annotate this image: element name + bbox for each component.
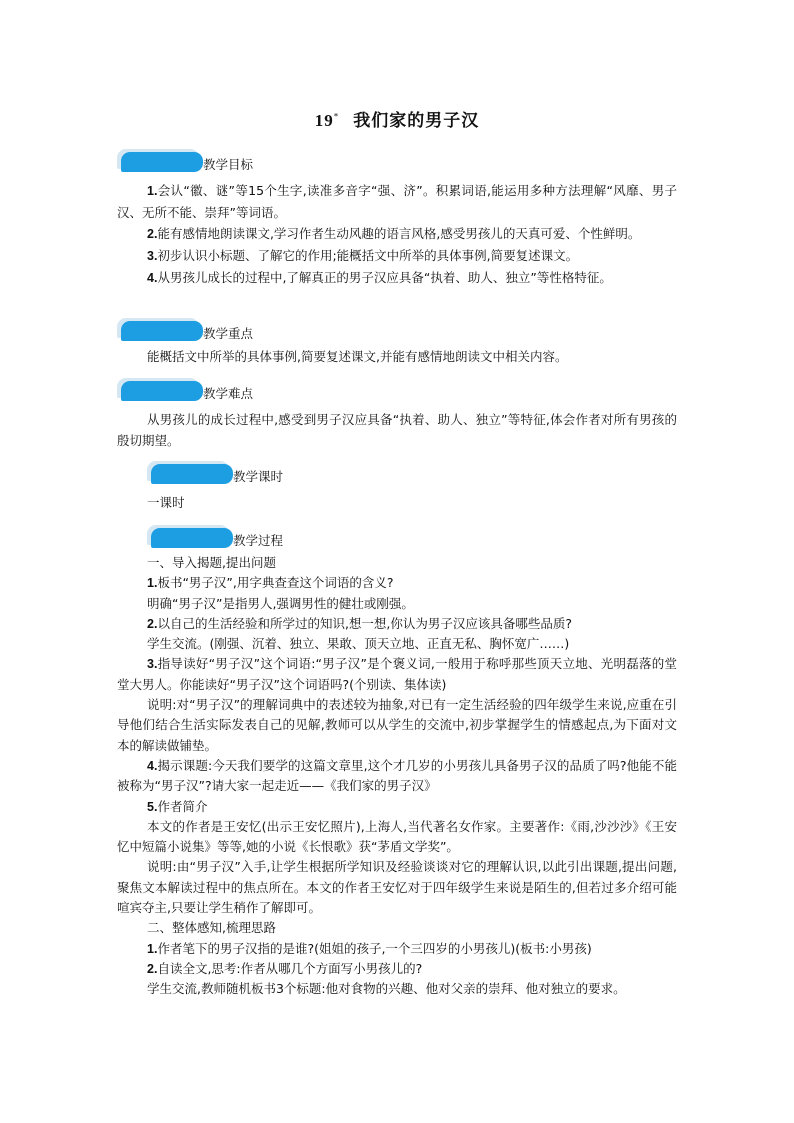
paragraph: 一课时 bbox=[147, 495, 185, 510]
section-head-goals bbox=[121, 146, 253, 172]
paragraph: 说明:由“男子汉”入手,让学生根据所学知识及经验谈谈对它的理解认识,以此引出课题,提出问题,聚焦文本解读过程中的焦点所在。本文的作者王安忆对于四年级学生来说是陌生的,但若过多介绍可能喧宾夺主,只要让学生稍作了解即可。 bbox=[117, 859, 677, 916]
section-heading: 教学难点 bbox=[203, 386, 254, 401]
paragraph: 3.指导读好“男子汉”这个词语:“男子汉”是个褒义词,一般用于称呼那些顶天立地、光明磊落的堂堂大男人。你能读好“男子汉”这个词语吗?(个别读、集体读) bbox=[117, 656, 677, 692]
process-content bbox=[117, 553, 677, 1000]
paragraph: 说明:对“男子汉”的理解词典中的表述较为抽象,对已有一定生活经验的四年级学生来说,应重在引导他们结合生活实际发表自己的见解,教师可以从学生的交流中,初步掌握学生的情感起点,为下面对文本的解读做铺垫。 bbox=[117, 697, 677, 753]
list-item: 2.能有感情地朗读课文,学习作者生动风趣的语言风格,感受男孩儿的天真可爱、个性鲜明。 bbox=[147, 226, 641, 241]
section-head-process bbox=[151, 522, 283, 548]
section-head-hours bbox=[151, 458, 283, 484]
section-heading: 教学课时 bbox=[233, 469, 284, 484]
list-item: 3.初步认识小标题、了解它的作用;能概括文中所举的具体事例,简要复述课文。 bbox=[147, 248, 579, 263]
subheading: 一、导入揭题,提出问题 bbox=[147, 555, 276, 570]
section-tag bbox=[151, 464, 233, 484]
paragraph: 1.板书“男子汉”,用字典查查这个词语的含义? bbox=[147, 575, 394, 591]
section-tag bbox=[151, 528, 233, 548]
paragraph: 本文的作者是王安忆(出示王安忆照片),上海人,当代著名女作家。主要著作:《雨,沙沙沙》《王安忆中短篇小说集》等等,她的小说《长恨歌》获“茅盾文学奖”。 bbox=[117, 818, 677, 855]
lesson-title-text: 我们家的男子汉 bbox=[353, 111, 480, 131]
section-tag bbox=[121, 321, 203, 341]
paragraph: 1.作者笔下的男子汉指的是谁?(姐姐的孩子,一个三四岁的小男孩儿)(板书:小男孩) bbox=[147, 940, 592, 956]
subheading: 二、整体感知,梳理思路 bbox=[147, 920, 276, 936]
lesson-number: 19* bbox=[314, 111, 340, 130]
hours-text bbox=[117, 492, 677, 513]
section-tag bbox=[121, 381, 203, 401]
section-heading: 教学目标 bbox=[203, 157, 254, 172]
paragraph: 5.作者简介 bbox=[147, 798, 208, 814]
paragraph: 2.以自己的生活经验和所学过的知识,想一想,你认为男子汉应该具备哪些品质? bbox=[147, 615, 573, 631]
section-tag bbox=[121, 152, 203, 172]
section-head-difficulty bbox=[121, 375, 253, 401]
list-item: 4.从男孩儿成长的过程中,了解真正的男子汉应具备“执着、助人、独立”等性格特征。 bbox=[147, 270, 612, 285]
section-head-key bbox=[121, 315, 253, 341]
paragraph: 4.揭示课题:今天我们要学的这篇文章里,这个才几岁的小男孩儿具备男子汉的品质了吗?他能不能被称为“男子汉”?请大家一起走近——《我们家的男子汉》 bbox=[117, 757, 677, 794]
difficulty-points bbox=[117, 409, 677, 451]
paragraph: 能概括文中所举的具体事例,简要复述课文,并能有感情地朗读文中相关内容。 bbox=[147, 349, 568, 364]
paragraph: 学生交流。(刚强、沉着、独立、果敢、顶天立地、正直无私、胸怀宽广……) bbox=[147, 636, 570, 652]
paragraph: 2.自读全文,思考:作者从哪几个方面写小男孩儿的? bbox=[147, 960, 423, 976]
goals-list bbox=[117, 180, 677, 289]
key-points bbox=[117, 346, 677, 367]
list-item: 1.会认“徽、谜”等15个生字,读准多音字“强、济”。积累词语,能运用多种方法理解“风靡、男子汉、无所不能、崇拜”等词语。 bbox=[117, 183, 677, 220]
paragraph: 学生交流,教师随机板书3个标题:他对食物的兴趣、他对父亲的崇拜、他对独立的要求。 bbox=[147, 981, 626, 997]
paragraph: 从男孩儿的成长过程中,感受到男子汉应具备“执着、助人、独立”等特征,体会作者对所有男孩的殷切期望。 bbox=[117, 412, 677, 448]
section-heading: 教学过程 bbox=[233, 533, 284, 548]
section-heading: 教学重点 bbox=[203, 326, 254, 341]
lesson-title bbox=[0, 106, 794, 131]
paragraph: 明确“男子汉”是指男人,强调男性的健壮或刚强。 bbox=[147, 595, 414, 611]
